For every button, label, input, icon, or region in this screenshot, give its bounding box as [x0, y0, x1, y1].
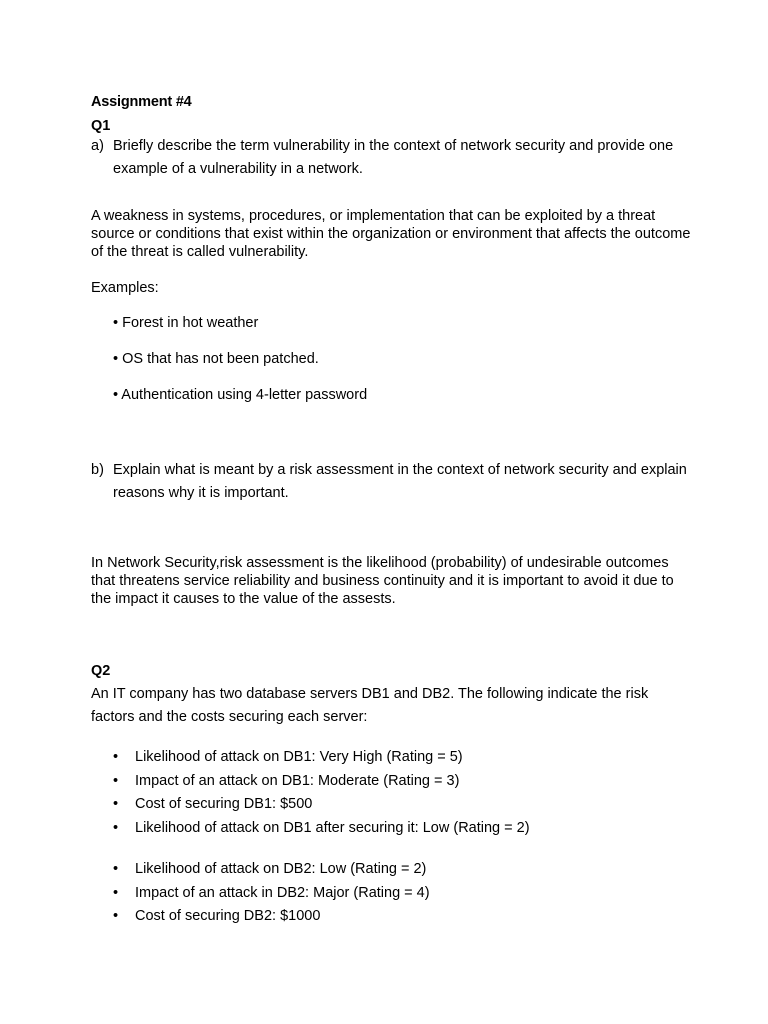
document-title: Assignment #4 [91, 94, 192, 110]
list-item-text: Cost of securing DB1: $500 [135, 796, 313, 812]
example-item: • Forest in hot weather [113, 315, 259, 331]
q1-part-a-question [91, 135, 691, 181]
list-item [113, 858, 430, 882]
list-item-text: Likelihood of attack on DB2: Low (Rating = 2) [135, 861, 427, 877]
q1-part-b-text: Explain what is meant by a risk assessment in the context of network security and explain reasons why it is important. [113, 462, 687, 501]
list-item-text: Impact of an attack on DB1: Moderate (Rating = 3) [135, 772, 460, 789]
bullet-icon: • [113, 861, 119, 877]
list-item [113, 882, 430, 906]
examples-list [113, 314, 373, 422]
q1-part-b-answer: In Network Security,risk assessment is the likelihood (probability) of undesirable outcomes that threatens service reliability and business continuity and it is important to avoid it due to the impact it causes to the value of the assests. [91, 555, 674, 607]
list-item [113, 746, 530, 770]
q1-part-a-answer: A weakness in systems, procedures, or implementation that can be exploited by a threat source or conditions that exist within the organization or environment that affects the outcome of the threat is called vulnerability. [91, 208, 691, 260]
bullet-icon: • [113, 772, 119, 789]
db2-factor-list [113, 858, 430, 929]
q1-heading: Q1 [91, 118, 111, 134]
q1-part-a-marker: a) [91, 138, 104, 154]
q1-part-b-question [91, 459, 691, 505]
examples-label: Examples: [91, 280, 159, 296]
bullet-icon: • [113, 908, 119, 924]
example-item: • Authentication using 4-letter password [113, 387, 368, 403]
list-item-text: Impact of an attack in DB2: Major (Rating = 4) [135, 884, 430, 901]
example-item: • OS that has not been patched. [113, 351, 319, 367]
bullet-icon: • [113, 749, 119, 765]
bullet-icon: • [113, 819, 119, 836]
list-item-text: Cost of securing DB2: $1000 [135, 908, 321, 924]
q2-heading: Q2 [91, 663, 111, 679]
q2-intro: An IT company has two database servers DB1 and DB2. The following indicate the risk factors and the costs securing each server: [91, 686, 649, 725]
q1-part-a-text: Briefly describe the term vulnerability in the context of network security and provide one example of a vulnerability in a network. [113, 138, 674, 177]
list-item [113, 905, 430, 929]
list-item [113, 817, 530, 841]
list-item [113, 770, 530, 794]
bullet-icon: • [113, 884, 119, 901]
list-item-text: Likelihood of attack on DB1 after securing it: Low (Rating = 2) [135, 819, 530, 836]
list-item [113, 793, 530, 817]
list-item-text: Likelihood of attack on DB1: Very High (Rating = 5) [135, 749, 463, 765]
bullet-icon: • [113, 796, 119, 812]
db1-factor-list [113, 746, 530, 840]
q1-part-b-marker: b) [91, 462, 104, 478]
